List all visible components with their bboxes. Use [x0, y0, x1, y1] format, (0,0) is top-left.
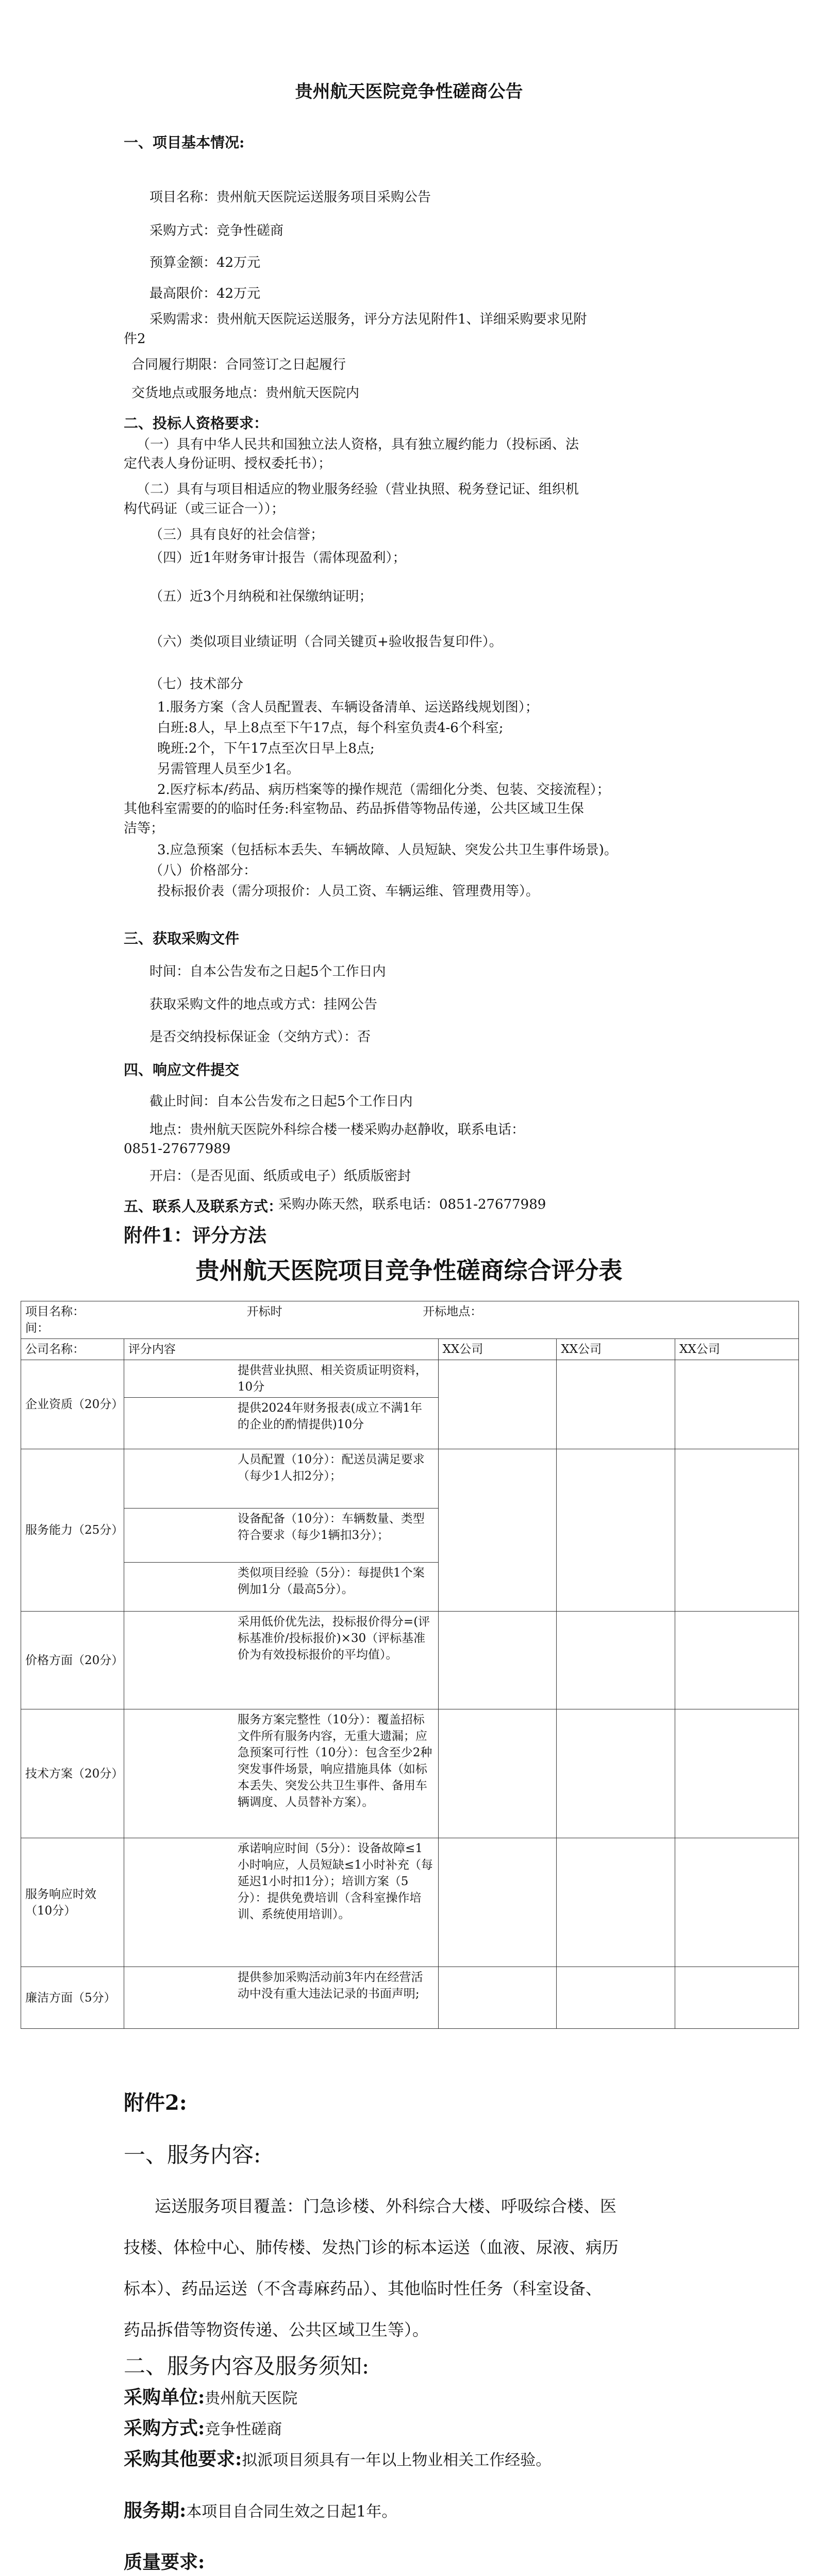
- procurement-method: 采购方式：竞争性磋商: [149, 223, 284, 239]
- company-1: XX公司: [438, 1339, 557, 1360]
- tech-item-3: 3.应急预案（包括标本丢失、车辆故障、人员短缺、突发公共卫生事件场景)。: [157, 842, 617, 858]
- deposit: 是否交纳投标保证金（交纳方式）：否: [149, 1029, 371, 1045]
- qualification-8: （八）价格部分：: [149, 863, 257, 878]
- item-integrity-1: 提供参加采购活动前3年内在经营活动中没有重大违法记录的书面声明;: [124, 1967, 438, 2029]
- project-name-label: 项目名称： 开标时间：: [21, 1301, 310, 1339]
- acquire-time: 时间：自本公告发布之日起5个工作日内: [149, 964, 386, 979]
- table-row: [21, 1360, 799, 1398]
- submit-address-line1: 地点：贵州航天医院外科综合楼一楼采购办赵静收，联系电话：: [149, 1122, 525, 1138]
- tech-item-2-line2: 其他科室需要的的临时任务:科室物品、药品拆借等物品传递，公共区域卫生保: [124, 801, 584, 817]
- group-service-capacity: 服务能力（25分）: [21, 1449, 124, 1612]
- item-service-1: 人员配置（10分）：配送员满足要求（每少1人扣2分）；: [124, 1449, 438, 1509]
- max-price: 最高限价：42万元: [149, 286, 261, 301]
- annex-2-method: 采购方式:竞争性磋商: [124, 2417, 282, 2439]
- tech-item-1-day-shift: 白班:8人，早上8点至下午17点，每个科室负责4-6个科室;: [157, 720, 504, 736]
- contract-period: 合同履行期限：合同签订之日起履行: [131, 357, 346, 372]
- section-5-heading: 五、联系人及联系方式：: [124, 1198, 283, 1215]
- group-qualification: 企业资质（20分）: [21, 1360, 124, 1449]
- service-content-line2: 技楼、体检中心、肺传楼、发热门诊的标本运送（血液、尿液、病历: [124, 2238, 619, 2257]
- item-qualification-1: 提供营业执照、相关资质证明资料，10分: [124, 1360, 438, 1398]
- group-integrity: 廉洁方面（5分）: [21, 1967, 124, 2029]
- section-1-heading: 一、项目基本情况:: [124, 134, 245, 151]
- item-service-3: 类似项目经验（5分）：每提供1个案例加1分（最高5分）。: [124, 1563, 438, 1612]
- project-name: 项目名称：贵州航天医院运送服务项目采购公告: [149, 190, 431, 205]
- document-title: 贵州航天医院竞争性磋商公告: [295, 81, 523, 102]
- service-content-line4: 药品拆借等物资传递、公共区域卫生等）。: [124, 2320, 429, 2340]
- company-label: 公司名称：: [21, 1339, 124, 1360]
- score-table: [21, 1301, 799, 2029]
- tech-item-1-manager: 另需管理人员至少1名。: [157, 761, 300, 777]
- purchase-unit: 采购单位:贵州航天医院: [124, 2386, 298, 2408]
- service-content-line3: 标本）、药品运送（不含毒麻药品）、其他临时性任务（科室设备、: [124, 2279, 603, 2298]
- table-row: [21, 1612, 799, 1709]
- qualification-1-line2: 定代表人身份证明、授权委托书）；: [124, 456, 332, 471]
- submit-deadline: 截止时间：自本公告发布之日起5个工作日内: [149, 1094, 413, 1109]
- bid-time-label: 开标时间：: [25, 1305, 282, 1335]
- qualification-6: （六）类似项目业绩证明（合同关键页+验收报告复印件）。: [149, 634, 503, 650]
- annex-2-section-2: 二、服务内容及服务须知:: [124, 2353, 370, 2379]
- annex-2-section-1: 一、服务内容:: [124, 2142, 261, 2167]
- section-4-heading: 四、响应文件提交: [124, 1061, 240, 1078]
- annex-1-label: 附件1：评分方法: [124, 1225, 267, 1246]
- qualification-1-line1: （一）具有中华人民共和国独立法人资格，具有独立履约能力（投标函、法: [137, 437, 579, 452]
- service-period: 服务期:本项目自合同生效之日起1年。: [124, 2500, 397, 2521]
- acquire-way: 获取采购文件的地点或方式：挂网公告: [149, 997, 378, 1012]
- company-3: XX公司: [675, 1339, 799, 1360]
- contact-info: 采购办陈天然，联系电话：0851-27677989: [278, 1197, 546, 1212]
- section-3-heading: 三、获取采购文件: [124, 930, 240, 947]
- score-table-title: 贵州航天医院项目竞争性磋商综合评分表: [195, 1257, 623, 1284]
- group-response: 服务响应时效（10分）: [21, 1838, 124, 1967]
- opening-method: 开启：（是否见面、纸质或电子）纸质版密封: [149, 1168, 411, 1184]
- qualification-7: （七）技术部分: [149, 676, 244, 692]
- tech-item-2-line1: 2.医疗标本/药品、病历档案等的操作规范（需细化分类、包装、交接流程）；: [157, 782, 610, 798]
- item-price-1: 采用低价优先法，投标报价得分=(评标基准价/投标报价)×30（评标基准价为有效投标报价的平均值）。: [124, 1612, 438, 1709]
- qualification-5: （五）近3个月纳税和社保缴纳证明；: [149, 589, 373, 604]
- qualification-2-line1: （二）具有与项目相适应的物业服务经验（营业执照、税务登记证、组织机: [137, 482, 579, 497]
- table-row: [21, 1449, 799, 1509]
- tech-item-1: 1.服务方案（含人员配置表、车辆设备清单、运送路线规划图）；: [157, 700, 539, 715]
- table-row: [21, 1967, 799, 2029]
- price-part: 投标报价表（需分项报价：人员工资、车辆运维、管理费用等）。: [157, 884, 540, 899]
- item-response-1: 承诺响应时间（5分）：设备故障≤1小时响应，人员短缺≤1小时补充（每延迟1小时扣1分）；培训方案（5分）：提供免费培训（含科室操作培训、系统使用培训）。: [124, 1838, 438, 1967]
- group-price: 价格方面（20分）: [21, 1612, 124, 1709]
- table-row: [21, 1709, 799, 1838]
- service-place: 交货地点或服务地点：贵州航天医院内: [131, 385, 360, 401]
- item-qualification-2: 提供2024年财务报表(成立不满1年的企业的酌情提供)10分: [124, 1398, 438, 1449]
- tech-item-1-night-shift: 晚班:2个，下午17点至次日早上8点;: [157, 741, 375, 756]
- qualification-2-line2: 构代码证（或三证合一））；: [124, 501, 285, 517]
- service-content-line1: 运送服务项目覆盖：门急诊楼、外科综合大楼、呼吸综合楼、医: [155, 2196, 617, 2216]
- item-tech-1: 服务方案完整性（10分）：覆盖招标文件所有服务内容，无重大遗漏；应急预案可行性（10分）：包含至少2种突发事件场景，响应措施具体（如标本丢失、突发公共卫生事件、备用车辆调度、人员替补方案）。: [124, 1709, 438, 1838]
- content-label: 评分内容: [124, 1339, 438, 1360]
- quality-requirements-label: 质量要求:: [124, 2551, 205, 2573]
- qualification-4: （四）近1年财务审计报告（需体现盈利）；: [149, 550, 406, 566]
- submit-address-line2: 0851-27677989: [124, 1141, 231, 1157]
- company-2: XX公司: [557, 1339, 675, 1360]
- table-company-row: [21, 1339, 799, 1360]
- bid-place-label: 开标地点：: [309, 1301, 798, 1339]
- table-row: [21, 1838, 799, 1967]
- table-header-row: [21, 1301, 799, 1339]
- tech-item-2-line3: 洁等；: [124, 821, 164, 836]
- budget-amount: 预算金额：42万元: [149, 255, 261, 270]
- item-service-2: 设备配备（10分）：车辆数量、类型符合要求（每少1辆扣3分）；: [124, 1509, 438, 1563]
- group-tech: 技术方案（20分）: [21, 1709, 124, 1838]
- section-2-heading: 二、投标人资格要求：: [124, 415, 269, 432]
- annex-2-label: 附件2:: [124, 2091, 187, 2115]
- qualification-3: （三）具有良好的社会信誉；: [149, 527, 324, 543]
- other-requirements: 采购其他要求:拟派项目须具有一年以上物业相关工作经验。: [124, 2448, 552, 2470]
- procurement-need-line1: 采购需求：贵州航天医院运送服务，评分方法见附件1、详细采购要求见附: [149, 312, 587, 327]
- procurement-need-line2: 件2: [124, 331, 146, 347]
